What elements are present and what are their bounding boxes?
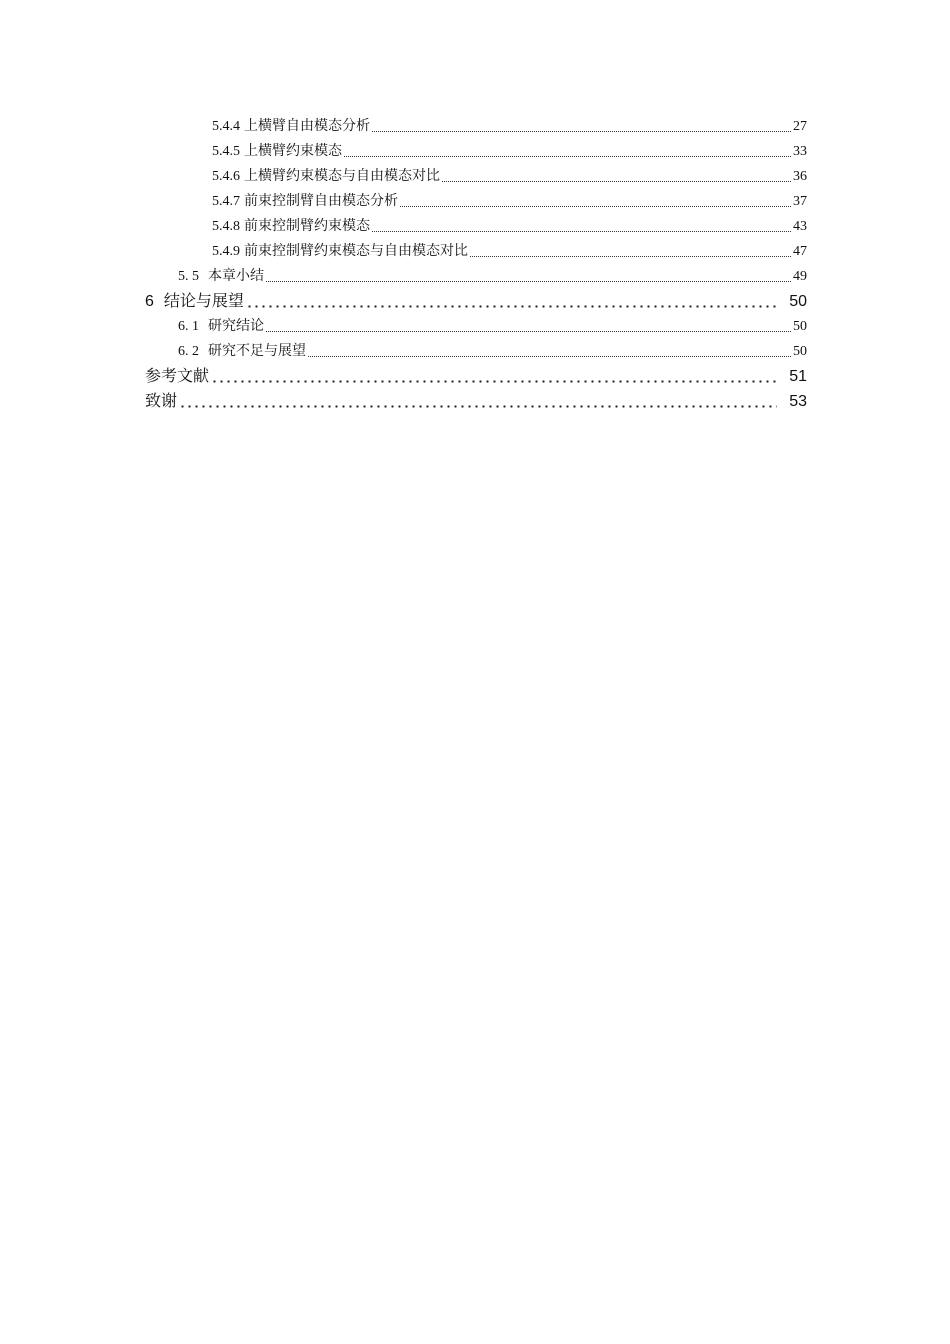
toc-entry-page: 53 [789, 393, 807, 410]
toc-entry-number: 5.4.4 [212, 119, 240, 134]
toc-entry-page: 50 [793, 344, 807, 359]
toc-entry-title: 上横臂约束模态与自由模态对比 [244, 169, 440, 184]
toc-entry-5-5[interactable] [145, 264, 807, 289]
toc-entry-number: 5.4.5 [212, 144, 240, 159]
toc-entry-number: 5.4.6 [212, 169, 240, 184]
toc-dot-leader [266, 314, 791, 339]
toc-dot-leader [308, 339, 791, 364]
toc-entry-title: 前束控制臂约束模态与自由模态对比 [244, 244, 468, 259]
toc-entry-page: 47 [793, 244, 807, 259]
toc-entry-5-4-8[interactable] [145, 214, 807, 239]
toc-entry-title: 研究结论 [208, 319, 264, 334]
toc-entry-acknowledgements[interactable] [145, 389, 807, 414]
toc-entry-5-4-5[interactable] [145, 139, 807, 164]
toc-dot-leader [372, 114, 791, 139]
toc-entry-number: 6. 2 [178, 344, 199, 359]
toc-entry-chapter-6[interactable] [145, 289, 807, 314]
toc-entry-number: 6 [145, 293, 154, 310]
toc-entry-title: 前束控制臂自由模态分析 [244, 194, 398, 209]
toc-entry-title: 上横臂自由模态分析 [244, 119, 370, 134]
toc-entry-title: 致谢 [145, 393, 178, 410]
toc-entry-page: 43 [793, 219, 807, 234]
toc-entry-page: 50 [789, 293, 807, 310]
toc-entry-number: 6. 1 [178, 319, 199, 334]
toc-entry-page: 37 [793, 194, 807, 209]
toc-dot-leader [246, 289, 777, 314]
toc-entry-title: 参考文献 [145, 368, 210, 385]
toc-entry-6-1[interactable] [145, 314, 807, 339]
toc-entry-number: 5. 5 [178, 269, 199, 284]
toc-entry-page: 36 [793, 169, 807, 184]
toc-entry-5-4-7[interactable] [145, 189, 807, 214]
toc-entry-number: 5.4.7 [212, 194, 240, 209]
toc-entry-number: 5.4.9 [212, 244, 240, 259]
toc-entry-title: 结论与展望 [163, 293, 244, 310]
toc-entry-5-4-4[interactable] [145, 114, 807, 139]
toc-entry-page: 49 [793, 269, 807, 284]
toc-entry-title: 研究不足与展望 [208, 344, 306, 359]
toc-entry-5-4-9[interactable] [145, 239, 807, 264]
toc-entry-5-4-6[interactable] [145, 164, 807, 189]
toc-dot-leader [400, 189, 791, 214]
toc-entry-page: 27 [793, 119, 807, 134]
toc-entry-number: 5.4.8 [212, 219, 240, 234]
toc-dot-leader [372, 214, 791, 239]
toc-entry-page: 33 [793, 144, 807, 159]
toc-dot-leader [179, 389, 777, 414]
toc-entry-page: 51 [789, 368, 807, 385]
toc-entry-references[interactable] [145, 364, 807, 389]
toc-dot-leader [344, 139, 791, 164]
toc-dot-leader [211, 364, 777, 389]
toc-dot-leader [470, 239, 791, 264]
toc-entry-page: 50 [793, 319, 807, 334]
toc-dot-leader [266, 264, 791, 289]
table-of-contents [145, 114, 807, 414]
toc-entry-title: 上横臂约束模态 [244, 144, 342, 159]
toc-entry-6-2[interactable] [145, 339, 807, 364]
toc-entry-title: 前束控制臂约束模态 [244, 219, 370, 234]
toc-dot-leader [442, 164, 791, 189]
toc-entry-title: 本章小结 [208, 269, 264, 284]
